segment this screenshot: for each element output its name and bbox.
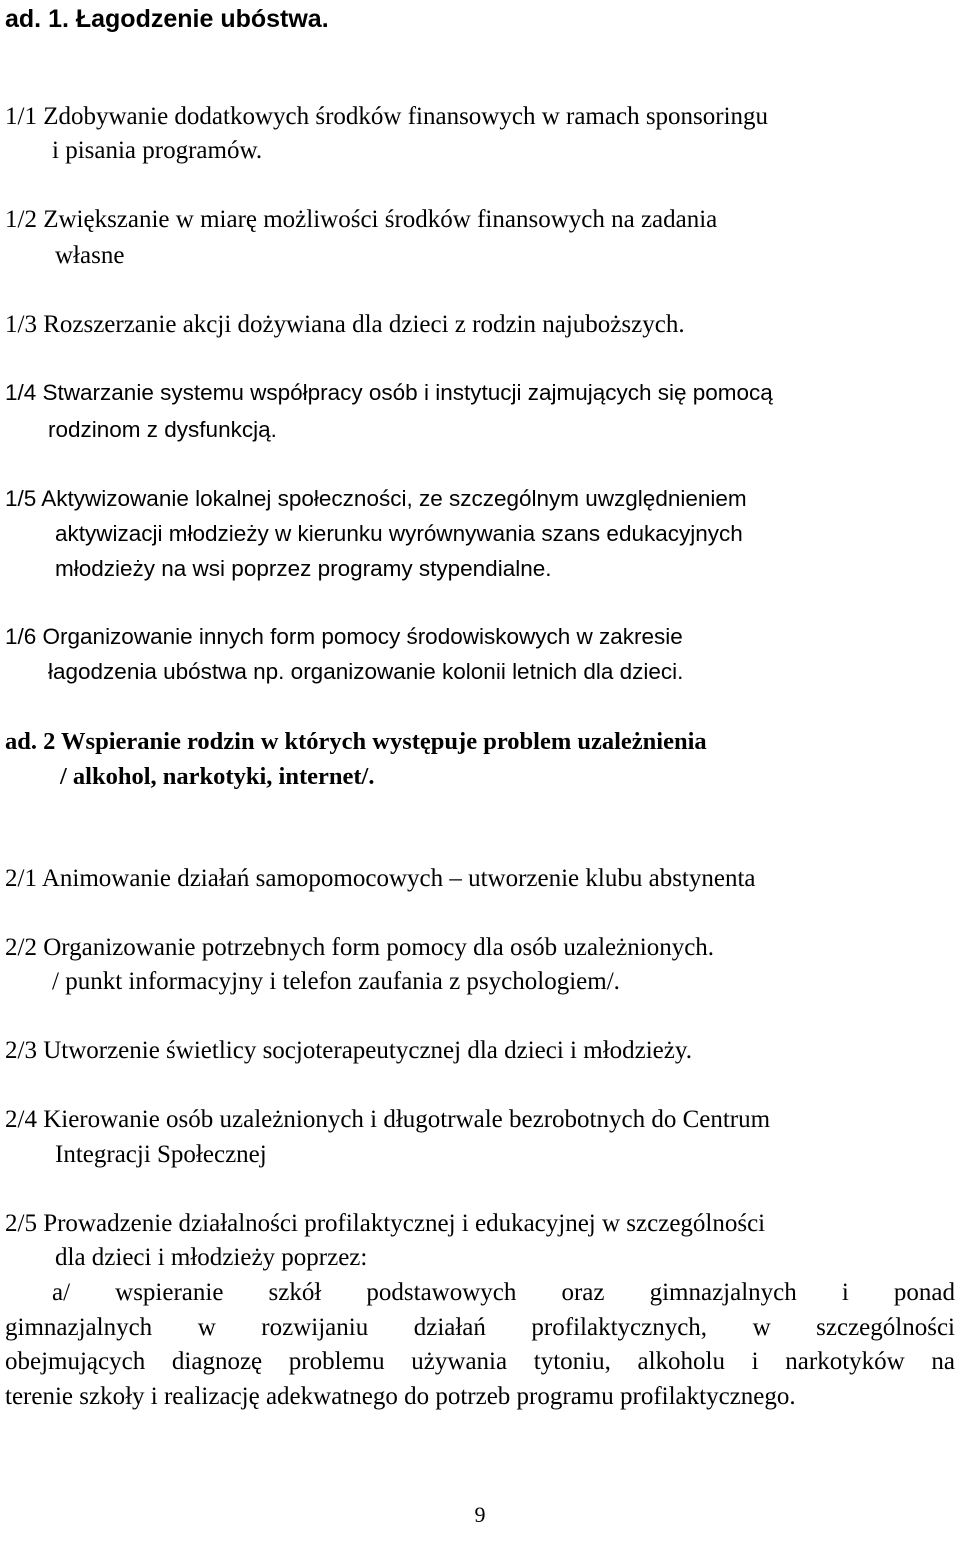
item-2-2-line-2: / punkt informacyjny i telefon zaufania z psychologiem/. [52,968,620,995]
item-1-3-line-1: 1/3 Rozszerzanie akcji dożywiana dla dzieci z rodzin najuboższych. [5,311,685,338]
item-1-6-line-2: łagodzenia ubóstwa np. organizowanie kolonii letnich dla dzieci. [48,659,684,684]
page-number: 9 [474,1502,486,1527]
item-1-1-line-2: i pisania programów. [52,137,263,164]
item-1-4-line-2: rodzinom z dysfunkcją. [48,417,277,442]
item-2-5-paragraph-line-1: a/ wspieranie szkół podstawowych oraz gimnazjalnych i ponad [52,1279,955,1306]
item-2-4-line-1: 2/4 Kierowanie osób uzależnionych i długotrwale bezrobotnych do Centrum [5,1106,771,1133]
item-1-5-line-2: aktywizacji młodzieży w kierunku wyrównywania szans edukacyjnych [55,521,743,546]
item-2-3-line-1: 2/3 Utworzenie świetlicy socjoterapeutycznej dla dzieci i młodzieży. [5,1037,692,1064]
item-2-5-line-1: 2/5 Prowadzenie działalności profilaktycznej i edukacyjnej w szczególności [5,1210,766,1237]
item-1-2-line-1: 1/2 Zwiększanie w miarę możliwości środków finansowych na zadania [5,206,718,233]
item-2-5-paragraph-line-3: obejmujących diagnozę problemu używania tytoniu, alkoholu i narkotyków na [5,1348,955,1375]
item-1-2-line-2: własne [55,242,125,269]
item-2-1-line-1: 2/1 Animowanie działań samopomocowych – utworzenie klubu abstynenta [5,865,756,892]
item-1-5-line-3: młodzieży na wsi poprzez programy stypendialne. [55,556,552,581]
item-2-5-paragraph-line-4: terenie szkoły i realizację adekwatnego do potrzeb programu profilaktycznego. [5,1383,796,1410]
section-2-heading-line-2: / alkohol, narkotyki, internet/. [60,763,375,790]
item-2-5-line-2: dla dzieci i młodzieży poprzez: [55,1244,368,1271]
item-2-4-line-2: Integracji Społecznej [55,1141,267,1168]
section-1-heading: ad. 1. Łagodzenie ubóstwa. [5,5,329,33]
item-1-1-line-1: 1/1 Zdobywanie dodatkowych środków finansowych w ramach sponsoringu [5,103,769,130]
item-2-5-paragraph-line-2: gimnazjalnych w rozwijaniu działań profilaktycznych, w szczególności [5,1314,955,1341]
item-1-6-line-1: 1/6 Organizowanie innych form pomocy środowiskowych w zakresie [5,624,683,649]
item-1-4-line-1: 1/4 Stwarzanie systemu współpracy osób i instytucji zajmujących się pomocą [5,380,773,405]
item-2-2-line-1: 2/2 Organizowanie potrzebnych form pomocy dla osób uzależnionych. [5,934,715,961]
section-2-heading-line-1: ad. 2 Wspieranie rodzin w których występuje problem uzależnienia [5,728,707,755]
item-1-5-line-1: 1/5 Aktywizowanie lokalnej społeczności, ze szczególnym uwzględnieniem [5,486,747,511]
